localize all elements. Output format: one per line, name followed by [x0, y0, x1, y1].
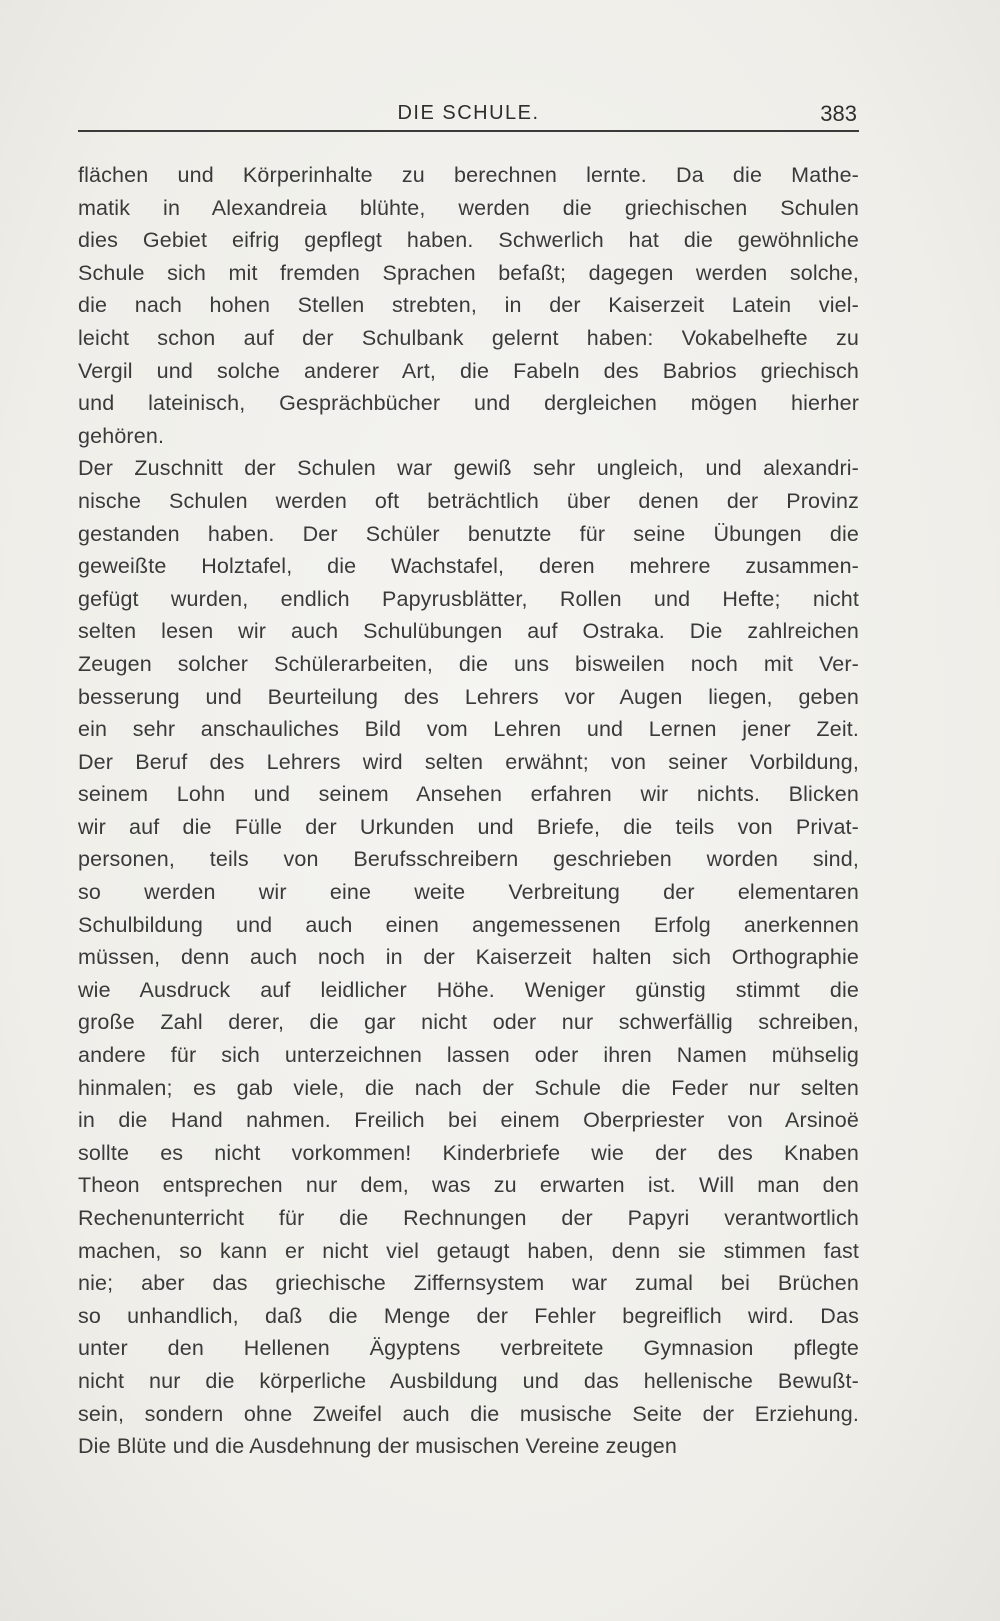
text-line-spaced: so werden wir eine weite Verbreitung der elementaren	[78, 880, 859, 905]
text-line: dies Gebiet eifrig gepflegt haben. Schwerlich hat die gewöhnliche	[78, 228, 859, 253]
text-line: in die Hand nahmen. Freilich bei einem Oberpriester von Arsinoë	[78, 1108, 859, 1133]
text-line: machen, so kann er nicht viel getaugt haben, denn sie stimmen fast	[78, 1238, 859, 1263]
text-line: Rechenunterricht für die Rechnungen der Papyri verantwortlich	[78, 1206, 859, 1230]
text-line: die nach hohen Stellen strebten, in der Kaiserzeit Latein viel-	[78, 293, 859, 318]
text-line: müssen, denn auch noch in der Kaiserzeit halten sich Orthographie	[78, 945, 859, 970]
text-line: Schule sich mit fremden Sprachen befaßt; dagegen werden solche,	[78, 260, 859, 285]
text-line: sein, sondern ohne Zweifel auch die musische Seite der Erziehung.	[78, 1401, 859, 1426]
text-line: hinmalen; es gab viele, die nach der Schule die Feder nur selten	[78, 1075, 859, 1100]
text-line: unter den Hellenen Ägyptens verbreitete Gymnasion pflegte	[78, 1336, 859, 1361]
text-line: personen, teils von Berufsschreibern geschrieben worden sind,	[78, 847, 859, 872]
paragraph-end-line: gehören.	[78, 423, 165, 448]
text-line: so unhandlich, daß die Menge der Fehler begreiflich wird. Das	[78, 1303, 859, 1328]
text-line: gestanden haben. Der Schüler benutzte für seine Übungen die	[78, 521, 859, 546]
text-line: Theon entsprechen nur dem, was zu erwarten ist. Will man den	[78, 1173, 859, 1198]
text-line: selten lesen wir auch Schulübungen auf Ostraka. Die zahlreichen	[78, 619, 859, 644]
running-title: DIE SCHULE.	[397, 102, 540, 124]
text-line: flächen und Körperinhalte zu berechnen lernte. Da die Mathe-	[78, 163, 859, 187]
text-line: Schulbildung und auch einen angemessenen Erfolg anerkennen	[78, 912, 859, 937]
text-line: gefügt wurden, endlich Papyrusblätter, Rollen und Hefte; nicht	[78, 586, 859, 611]
page-number: 383	[820, 101, 857, 126]
text-line: große Zahl derer, die gar nicht oder nur schwerfällig schreiben,	[78, 1010, 859, 1035]
text-line: Der Zuschnitt der Schulen war gewiß sehr ungleich, und alexandri-	[78, 456, 859, 481]
text-line: ein sehr anschauliches Bild vom Lehren und Lernen jener Zeit.	[78, 717, 859, 742]
text-line: nische Schulen werden oft beträchtlich über denen der Provinz	[78, 488, 859, 513]
text-line: andere für sich unterzeichnen lassen oder ihren Namen mühselig	[78, 1043, 859, 1068]
text-line: leicht schon auf der Schulbank gelernt haben: Vokabelhefte zu	[78, 325, 859, 350]
text-line: Die Blüte und die Ausdehnung der musischen Vereine zeugen	[78, 1434, 678, 1459]
body-text	[78, 159, 859, 1463]
text-line: nicht nur die körperliche Ausbildung und das hellenische Bewußt-	[78, 1368, 859, 1393]
text-line: matik in Alexandreia blühte, werden die griechischen Schulen	[78, 195, 859, 220]
text-line: und lateinisch, Gesprächbücher und dergleichen mögen hierher	[78, 391, 859, 416]
text-line: nie; aber das griechische Ziffernsystem war zumal bei Brüchen	[78, 1271, 859, 1296]
text-line: Der Beruf des Lehrers wird selten erwähnt; von seiner Vorbildung,	[78, 749, 859, 774]
text-line: seinem Lohn und seinem Ansehen erfahren wir nichts. Blicken	[78, 782, 859, 807]
text-line: Zeugen solcher Schülerarbeiten, die uns bisweilen noch mit Ver-	[78, 651, 859, 676]
text-line: wie Ausdruck auf leidlicher Höhe. Weniger günstig stimmt die	[78, 977, 859, 1002]
text-line: Vergil und solche anderer Art, die Fabeln des Babrios griechisch	[78, 358, 859, 383]
text-line: geweißte Holztafel, die Wachstafel, deren mehrere zusammen-	[78, 554, 859, 579]
page-header	[78, 96, 859, 132]
text-line: wir auf die Fülle der Urkunden und Briefe, die teils von Privat-	[78, 814, 859, 839]
text-line: sollte es nicht vorkommen! Kinderbriefe wie der des Knaben	[78, 1140, 859, 1165]
text-line: besserung und Beurteilung des Lehrers vor Augen liegen, geben	[78, 684, 859, 709]
